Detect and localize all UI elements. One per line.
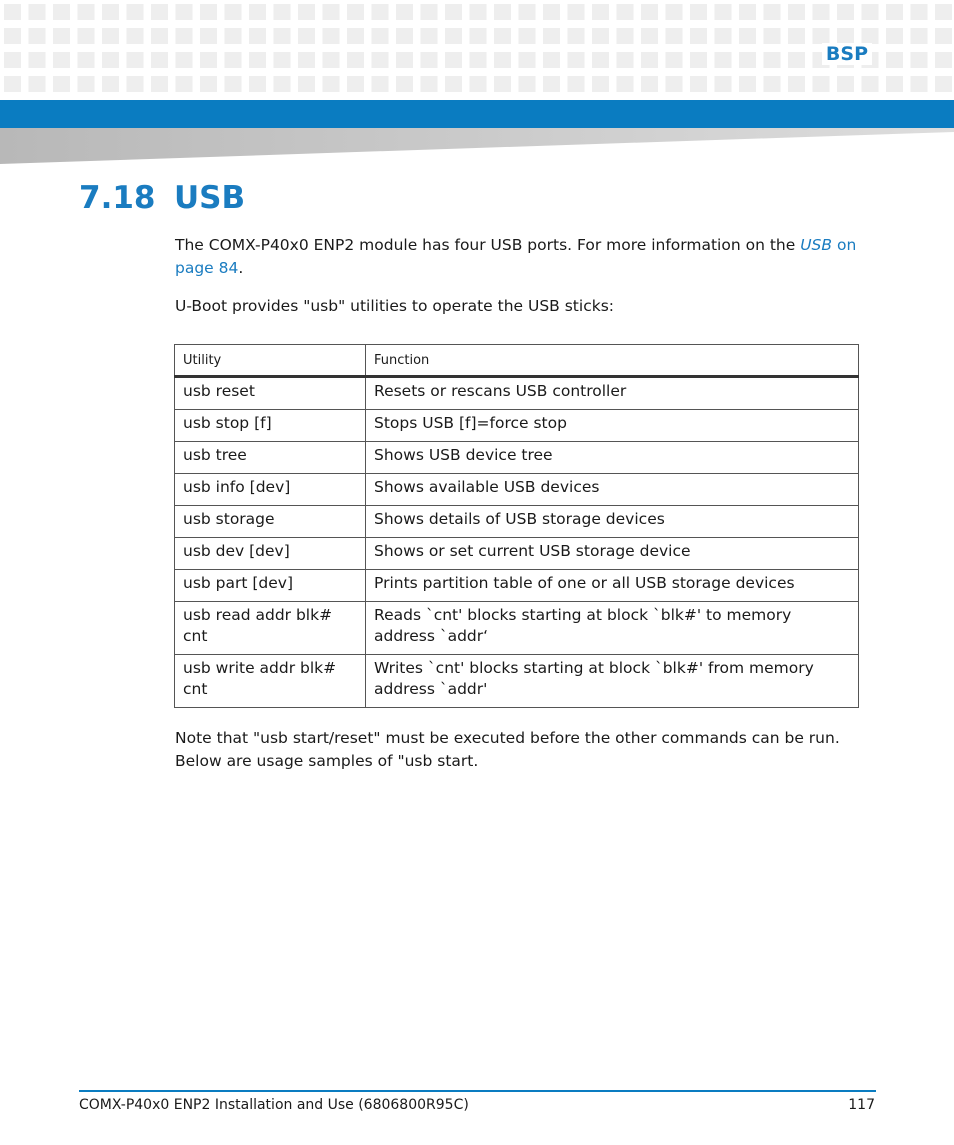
function-cell: Shows or set current USB storage device bbox=[366, 538, 859, 570]
table-row bbox=[175, 570, 859, 602]
function-cell: Resets or rescans USB controller bbox=[366, 377, 859, 410]
utility-cell: usb part [dev] bbox=[175, 570, 366, 602]
utility-cell: usb stop [f] bbox=[175, 410, 366, 442]
section-title: USB bbox=[174, 180, 246, 216]
table-row bbox=[175, 410, 859, 442]
table-row bbox=[175, 602, 859, 655]
table-row bbox=[175, 377, 859, 410]
usb-page-link[interactable]: USB on page 84 bbox=[175, 236, 857, 277]
section-number: 7.18 bbox=[79, 180, 156, 216]
utility-cell: usb info [dev] bbox=[175, 474, 366, 506]
table-header-row bbox=[175, 345, 859, 377]
footer-rule bbox=[79, 1090, 876, 1092]
table-row bbox=[175, 506, 859, 538]
section-heading bbox=[79, 180, 245, 216]
page-number: 117 bbox=[848, 1097, 875, 1113]
header-grid-pattern bbox=[0, 0, 954, 96]
table-row bbox=[175, 442, 859, 474]
column-header-utility: Utility bbox=[175, 345, 366, 377]
note-paragraph: Note that "usb start/reset" must be executed before the other commands can be run. Below are usage samples of "usb start. bbox=[175, 729, 840, 770]
function-cell: Shows USB device tree bbox=[366, 442, 859, 474]
section-tag: BSP bbox=[822, 43, 872, 65]
utility-cell: usb read addr blk# cnt bbox=[175, 602, 366, 655]
header-blue-bar bbox=[0, 100, 954, 128]
function-cell: Prints partition table of one or all USB storage devices bbox=[366, 570, 859, 602]
usb-utilities-table bbox=[174, 344, 859, 708]
column-header-function: Function bbox=[366, 345, 859, 377]
function-cell: Writes `cnt' blocks starting at block `blk#' from memory address `addr' bbox=[366, 655, 859, 708]
table-row bbox=[175, 474, 859, 506]
utility-cell: usb storage bbox=[175, 506, 366, 538]
function-cell: Stops USB [f]=force stop bbox=[366, 410, 859, 442]
utility-cell: usb write addr blk# cnt bbox=[175, 655, 366, 708]
utility-cell: usb dev [dev] bbox=[175, 538, 366, 570]
table-row bbox=[175, 655, 859, 708]
function-cell: Reads `cnt' blocks starting at block `blk#' to memory address `addr‘ bbox=[366, 602, 859, 655]
utility-cell: usb tree bbox=[175, 442, 366, 474]
function-cell: Shows details of USB storage devices bbox=[366, 506, 859, 538]
function-cell: Shows available USB devices bbox=[366, 474, 859, 506]
intro-paragraph: The COMX-P40x0 ENP2 module has four USB ports. For more information on the USB on page 84. bbox=[175, 236, 857, 277]
utility-cell: usb reset bbox=[175, 377, 366, 410]
footer-doc-title: COMX-P40x0 ENP2 Installation and Use (6806800R95C) bbox=[79, 1097, 469, 1113]
header-gray-wedge bbox=[0, 128, 954, 164]
lead-paragraph: U-Boot provides "usb" utilities to operate the USB sticks: bbox=[175, 297, 614, 315]
table-row bbox=[175, 538, 859, 570]
